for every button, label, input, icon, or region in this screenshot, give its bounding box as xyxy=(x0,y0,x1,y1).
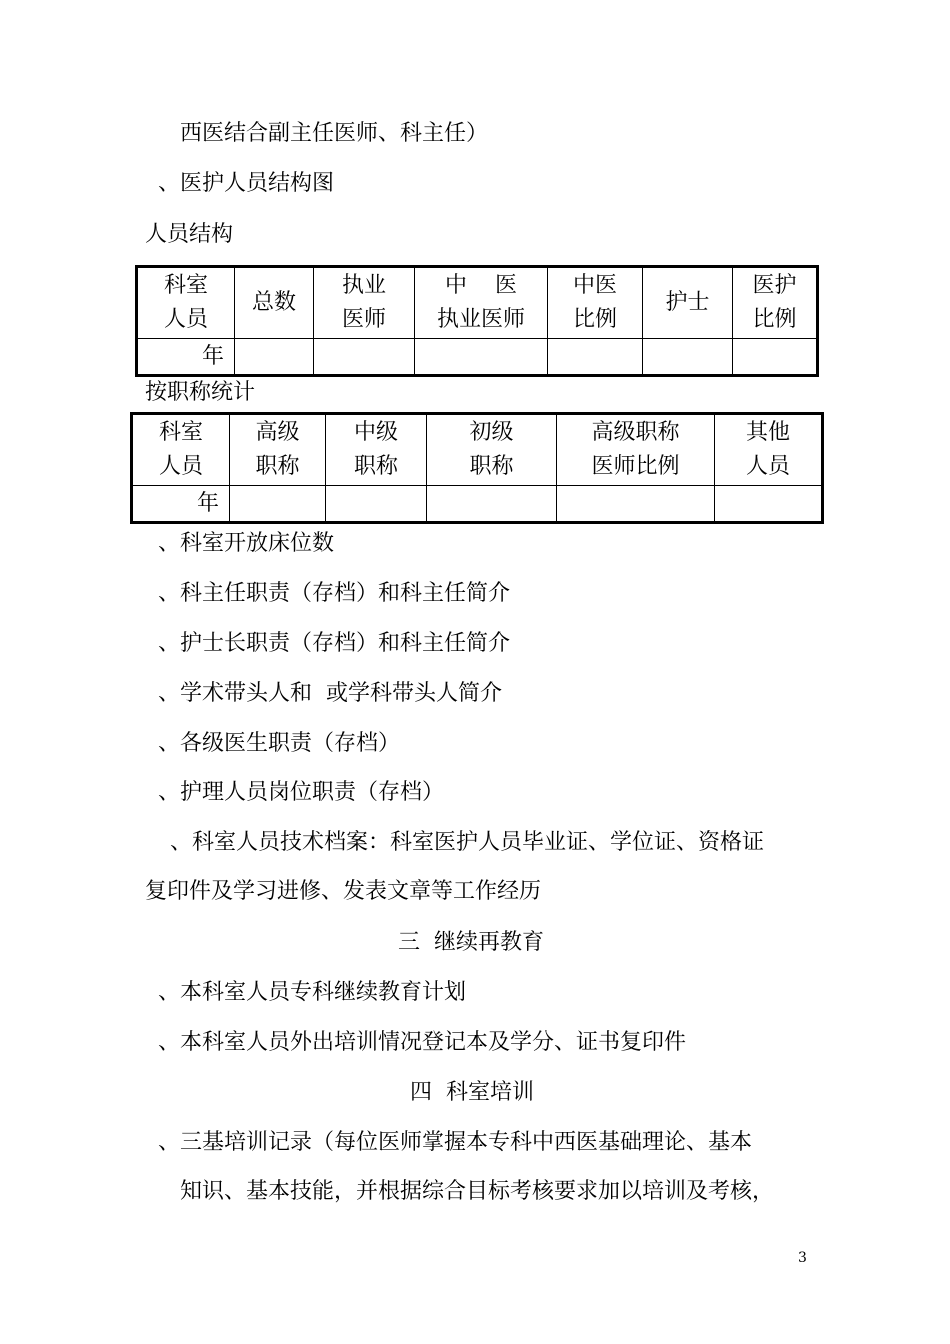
empty-cell xyxy=(314,339,415,376)
text-line: 、护理人员岗位职责（存档） xyxy=(158,780,445,805)
text-line: 西医结合副主任医师、科主任） xyxy=(180,121,489,146)
text-line: 、学术带头人和 或学科带头人简介 xyxy=(158,681,502,706)
year-cell: 年 xyxy=(137,339,235,376)
header-cell: 护士 xyxy=(643,267,733,339)
header-cell: 总数 xyxy=(235,267,314,339)
empty-cell xyxy=(557,486,715,523)
section-heading: 三 继续再教育 xyxy=(398,930,544,955)
text-line: 、护士长职责（存档）和科主任简介 xyxy=(158,631,511,656)
header-cell: 中级 职称 xyxy=(326,414,427,486)
text-line: 复印件及学习进修、发表文章等工作经历 xyxy=(145,879,542,904)
text-line: 、科主任职责（存档）和科主任简介 xyxy=(158,581,511,606)
header-cell: 高级职称 医师比例 xyxy=(557,414,715,486)
section-label-by-title: 按职称统计 xyxy=(145,380,256,405)
header-cell: 中 医 执业医师 xyxy=(415,267,548,339)
empty-cell xyxy=(235,339,314,376)
empty-cell xyxy=(715,486,823,523)
empty-cell xyxy=(733,339,818,376)
text-line: 知识、基本技能，并根据综合目标考核要求加以培训及考核， xyxy=(180,1179,775,1204)
section-heading: 四 科室培训 xyxy=(410,1080,534,1105)
text-line: 、科室开放床位数 xyxy=(158,531,335,556)
empty-cell xyxy=(643,339,733,376)
empty-cell xyxy=(427,486,557,523)
table-header-row xyxy=(137,267,818,339)
personnel-structure-table xyxy=(135,265,819,377)
text-line: 、各级医生职责（存档） xyxy=(158,731,401,756)
section-label-personnel-structure: 人员结构 xyxy=(145,222,234,247)
header-cell: 医护 比例 xyxy=(733,267,818,339)
page-number: 3 xyxy=(798,1250,807,1266)
empty-cell xyxy=(326,486,427,523)
empty-cell xyxy=(548,339,643,376)
title-statistics-table xyxy=(130,412,824,524)
text-line: 、医护人员结构图 xyxy=(158,171,335,196)
text-line: 、三基培训记录（每位医师掌握本专科中西医基础理论、基本 xyxy=(158,1130,753,1155)
text-line: 、本科室人员外出培训情况登记本及学分、证书复印件 xyxy=(158,1030,687,1055)
text-line: 、科室人员技术档案：科室医护人员毕业证、学位证、资格证 xyxy=(170,830,765,855)
header-cell: 其他 人员 xyxy=(715,414,823,486)
header-cell: 科室 人员 xyxy=(137,267,235,339)
table-header-row xyxy=(132,414,823,486)
text-line: 、本科室人员专科继续教育计划 xyxy=(158,980,467,1005)
year-cell: 年 xyxy=(132,486,230,523)
header-cell: 执业 医师 xyxy=(314,267,415,339)
empty-cell xyxy=(230,486,326,523)
header-cell: 初级 职称 xyxy=(427,414,557,486)
table-row xyxy=(137,339,818,376)
empty-cell xyxy=(415,339,548,376)
header-cell: 科室 人员 xyxy=(132,414,230,486)
header-cell: 中医 比例 xyxy=(548,267,643,339)
header-cell: 高级 职称 xyxy=(230,414,326,486)
table-row xyxy=(132,486,823,523)
